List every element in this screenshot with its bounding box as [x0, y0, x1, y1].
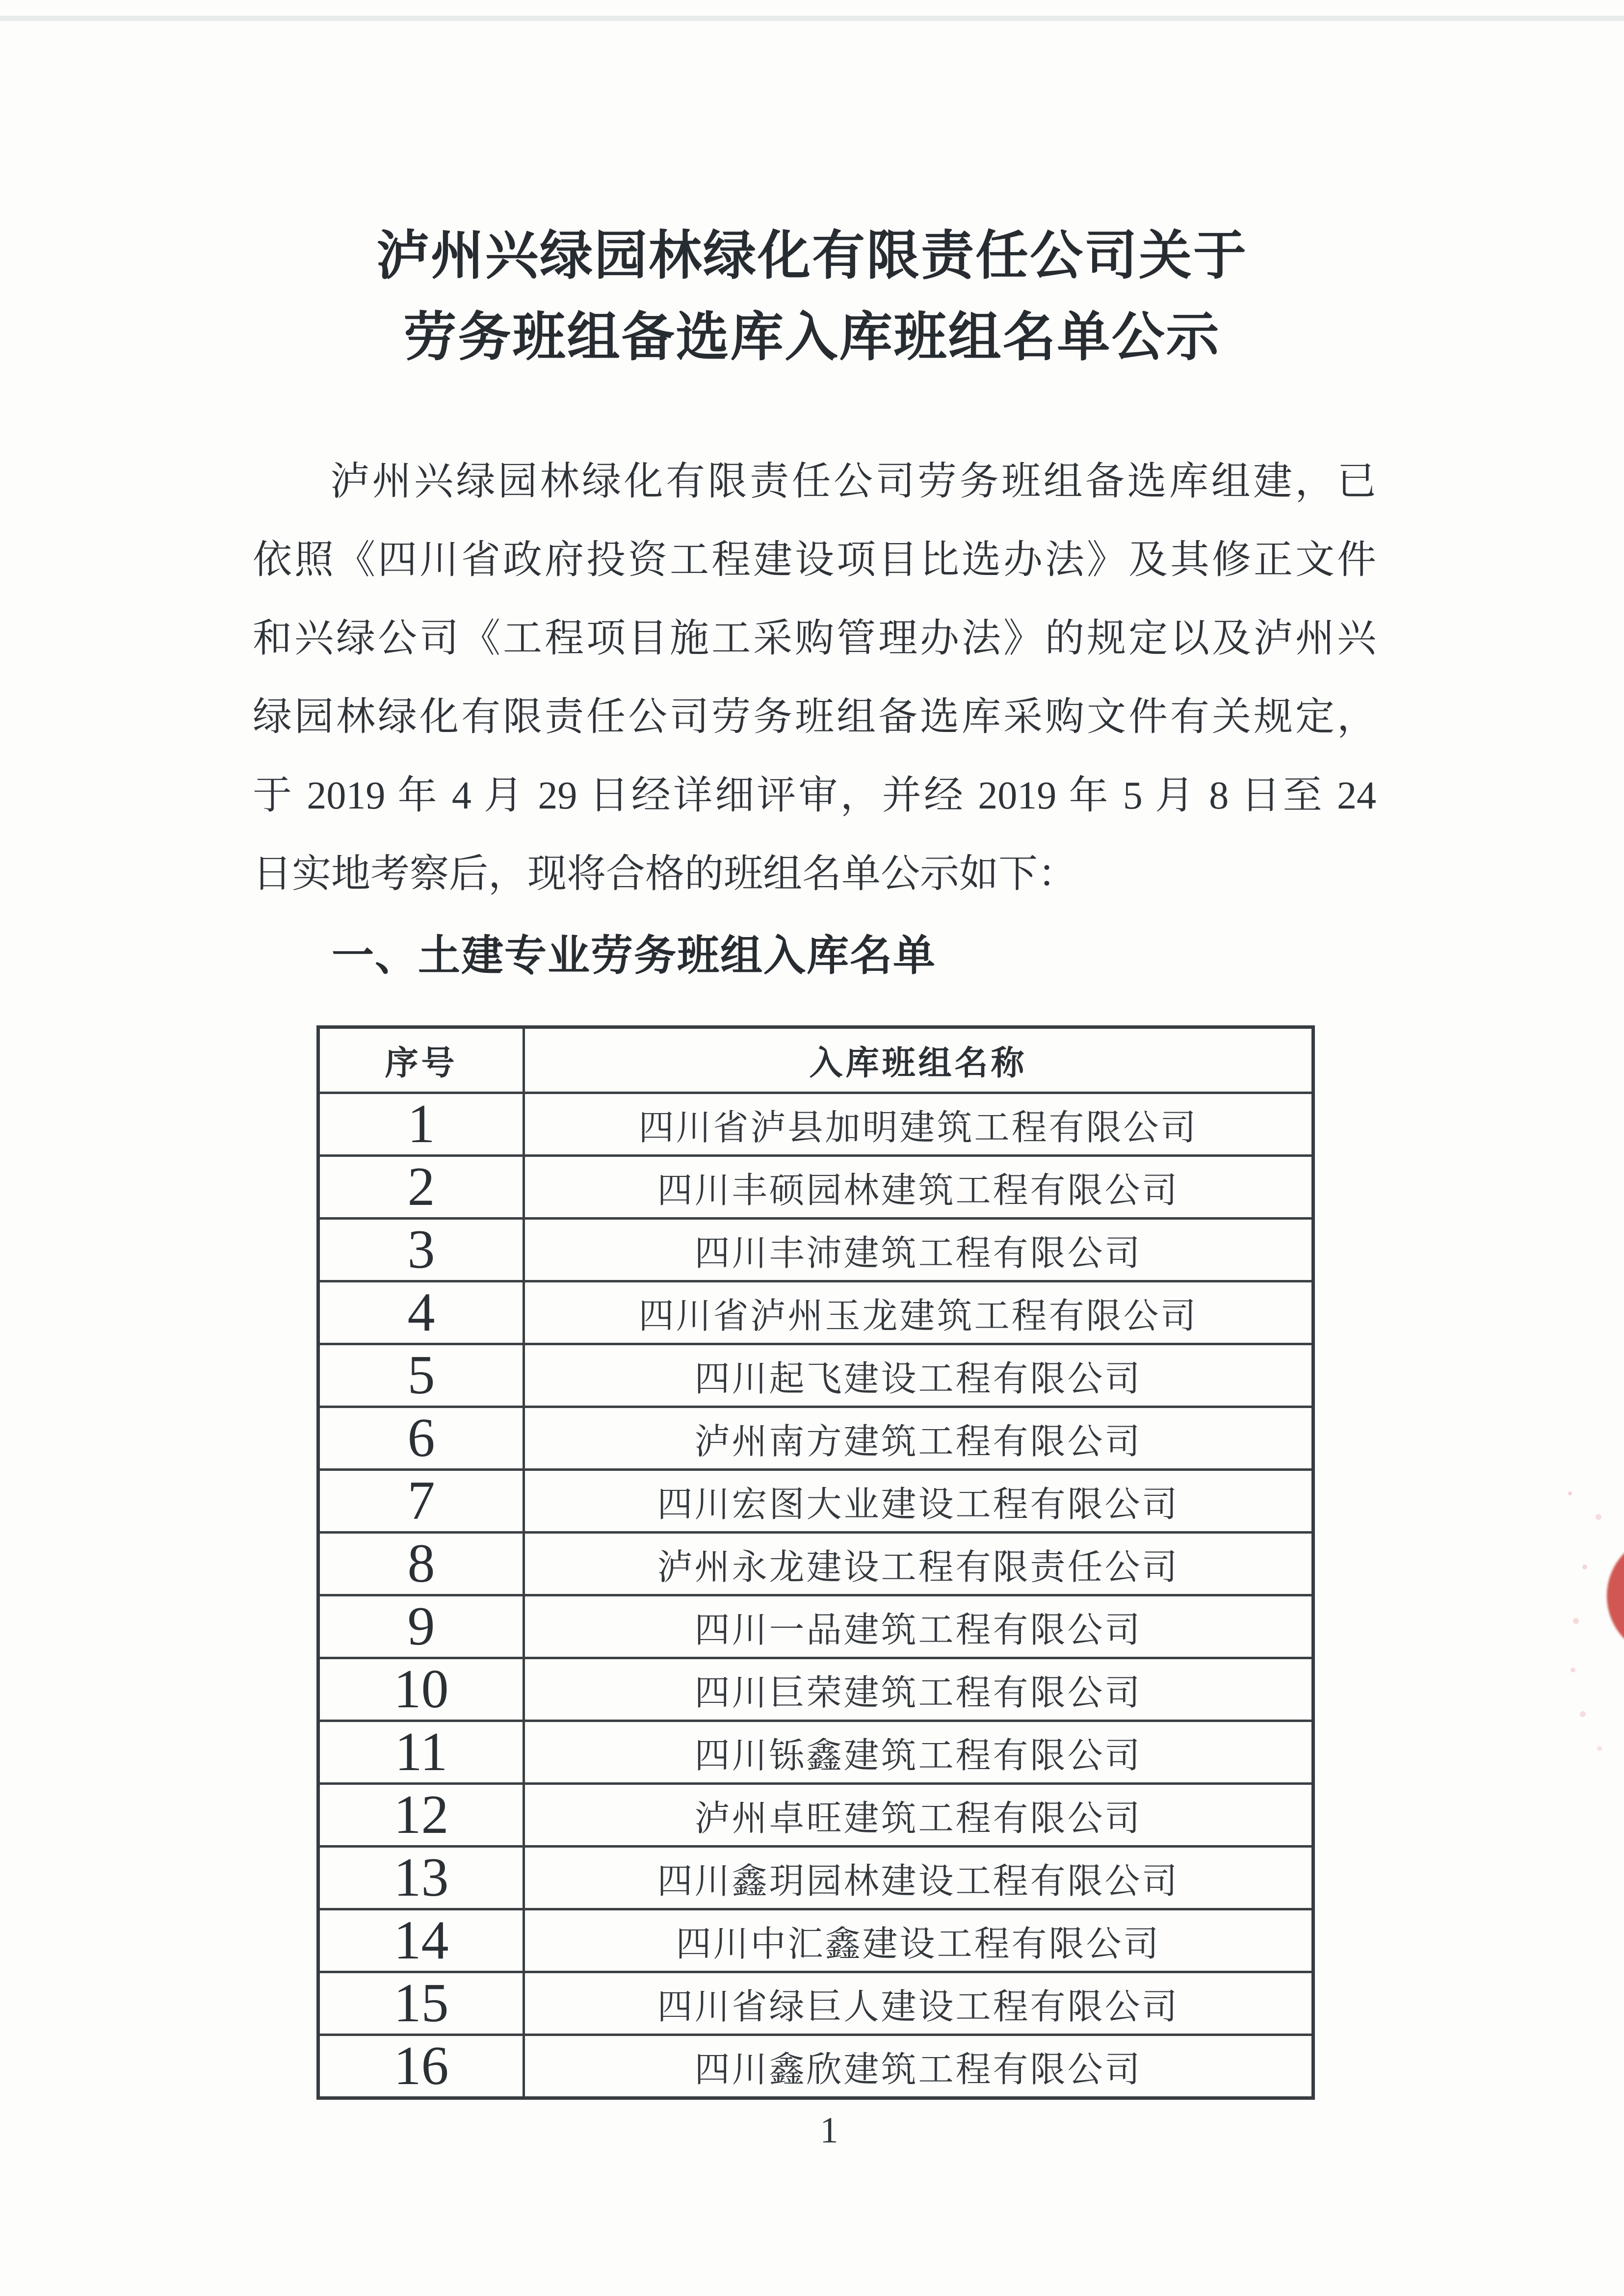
table-row-company-name: 四川丰沛建筑工程有限公司: [523, 1217, 1311, 1280]
table-row-company-name: 四川省绿巨人建设工程有限公司: [523, 1971, 1311, 2034]
table-row-company-name: 四川起飞建设工程有限公司: [523, 1343, 1311, 1406]
paragraph-line: 依照《四川省政府投资工程建设项目比选办法》及其修正文件: [253, 539, 1376, 582]
table-row-no: 11: [320, 1720, 523, 1782]
table-row-company-name: 泸州南方建筑工程有限公司: [523, 1406, 1311, 1468]
table-row-company-name: 四川鑫欣建筑工程有限公司: [523, 2034, 1311, 2096]
table-row-no: 3: [320, 1217, 523, 1280]
roster-table: [316, 1025, 1315, 2100]
body-paragraph: [253, 443, 1376, 913]
table-row-no: 5: [320, 1343, 523, 1406]
document-title: [0, 215, 1624, 378]
document-title-line-1: 泸州兴绿园林绿化有限责任公司关于: [376, 226, 1248, 285]
table-header-name: [523, 1029, 1311, 1092]
table-row-no: 8: [320, 1531, 523, 1594]
table-row-company-name: 泸州卓旺建筑工程有限公司: [523, 1782, 1311, 1845]
table-header-name-label: 入库班组名称: [809, 1044, 1027, 1082]
red-seal-fragment: [1607, 1535, 1624, 1657]
table-row-company-name: 四川省泸州玉龙建筑工程有限公司: [523, 1280, 1311, 1343]
document-title-line-2: 劳务班组备选库入库班组名单公示: [403, 307, 1221, 366]
table-header-no: [320, 1029, 523, 1092]
table-row-no: 9: [320, 1594, 523, 1657]
table-row-no: 2: [320, 1154, 523, 1217]
table-row-company-name: 四川鑫玥园林建设工程有限公司: [523, 1845, 1311, 1908]
scan-artifact-band: [0, 16, 1624, 21]
table-header-no-label: 序号: [385, 1044, 458, 1082]
table-row-company-name: 四川中汇鑫建设工程有限公司: [523, 1908, 1311, 1971]
table-row-company-name: 四川铄鑫建筑工程有限公司: [523, 1720, 1311, 1782]
table-row-no: 4: [320, 1280, 523, 1343]
table-row-no: 7: [320, 1468, 523, 1531]
table-row-company-name: 四川一品建筑工程有限公司: [523, 1594, 1311, 1657]
paragraph-line: 绿园林绿化有限责任公司劳务班组备选库采购文件有关规定，: [253, 696, 1376, 739]
table-row-no: 16: [320, 2034, 523, 2096]
table-row-no: 1: [320, 1092, 523, 1154]
table-row-company-name: 四川巨荣建筑工程有限公司: [523, 1657, 1311, 1720]
paragraph-line: 日实地考察后，现将合格的班组名单公示如下：: [253, 853, 1077, 896]
paragraph-line: 和兴绿公司《工程项目施工采购管理办法》的规定以及泸州兴: [253, 617, 1376, 660]
section-heading: 一、土建专业劳务班组入库名单: [332, 932, 936, 979]
page-number: 1: [820, 2110, 838, 2151]
paragraph-line: 于 2019 年 4 月 29 日经详细评审，并经 2019 年 5 月 8 日至 24: [253, 774, 1376, 817]
table-row-no: 15: [320, 1971, 523, 2034]
stamp-ink-speckles: [1568, 1491, 1572, 1495]
table-row-company-name: 四川宏图大业建设工程有限公司: [523, 1468, 1311, 1531]
paragraph-line: 泸州兴绿园林绿化有限责任公司劳务班组备选库组建，已: [330, 460, 1376, 503]
table-row-company-name: 四川省泸县加明建筑工程有限公司: [523, 1092, 1311, 1154]
table-row-no: 14: [320, 1908, 523, 1971]
table-row-no: 10: [320, 1657, 523, 1720]
table-row-company-name: 泸州永龙建设工程有限责任公司: [523, 1531, 1311, 1594]
table-row-no: 13: [320, 1845, 523, 1908]
table-row-company-name: 四川丰硕园林建筑工程有限公司: [523, 1154, 1311, 1217]
table-row-no: 12: [320, 1782, 523, 1845]
table-row-no: 6: [320, 1406, 523, 1468]
